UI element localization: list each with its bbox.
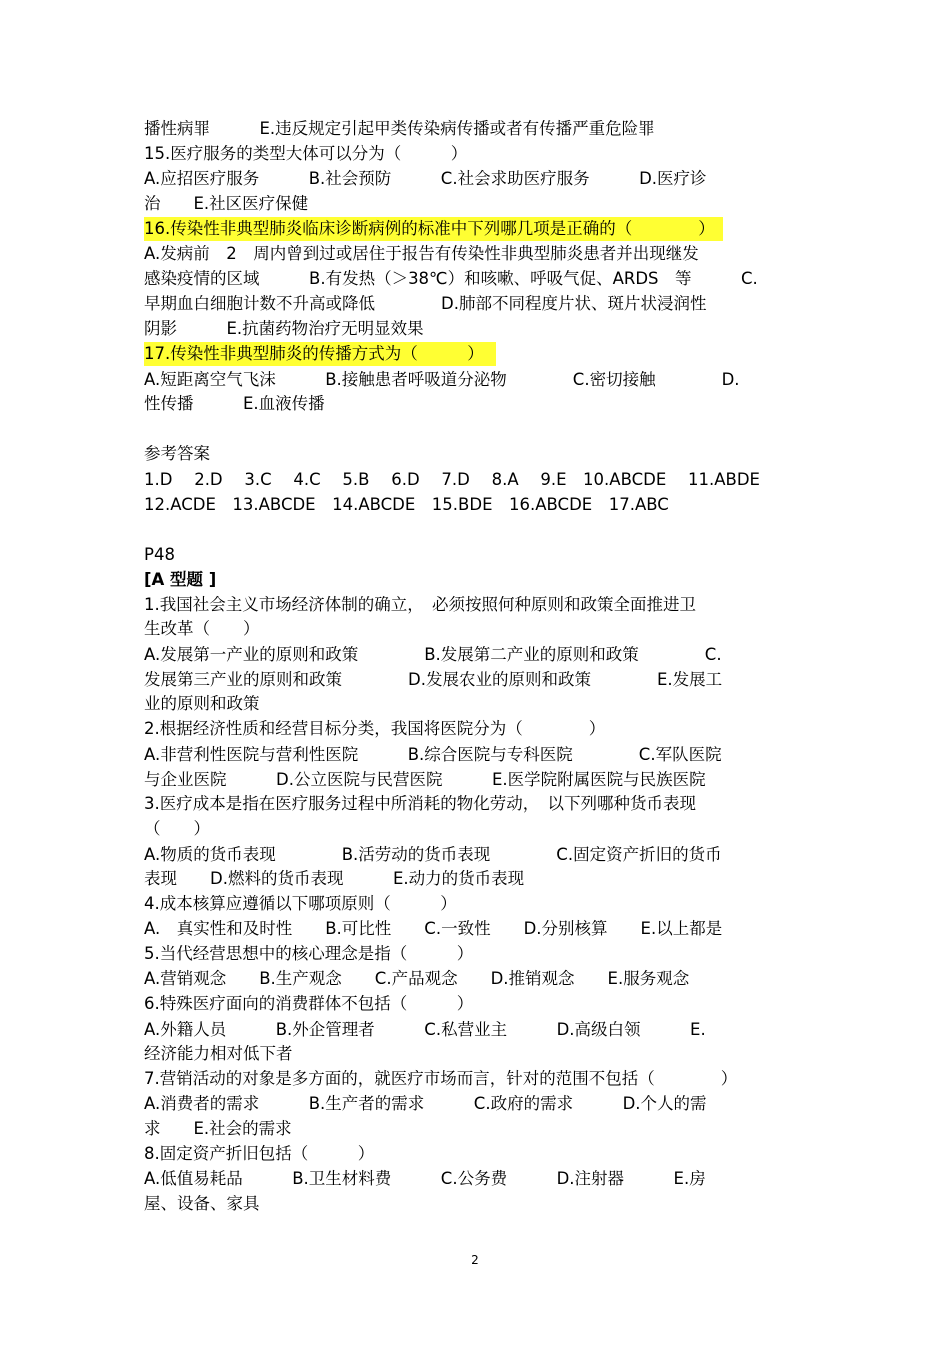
text-line: 播性病罪 E.违反规定引起甲类传染病传播或者有传播严重危险罪 [144, 119, 655, 138]
text-line: 屋、设备、家具 [144, 1194, 260, 1213]
text-line: A.营销观念 B.生产观念 C.产品观念 D.推销观念 E.服务观念 [144, 969, 690, 988]
text-line: 经济能力相对低下者 [144, 1044, 293, 1063]
text-line: 治 E.社区医疗保健 [144, 194, 309, 213]
answers-row: 12.ACDE 13.ABCDE 14.ABCDE 15.BDE 16.ABCDE 17.ABC [144, 495, 669, 514]
text-line: 与企业医院 D.公立医院与民营医院 E.医学院附属医院与民族医院 [144, 770, 706, 789]
question-16-highlighted: 16.传染性非典型肺炎临床诊断病例的标准中下列哪几项是正确的（ ） [144, 217, 723, 241]
text-line: 业的原则和政策 [144, 694, 260, 713]
question-4: 4.成本核算应遵循以下哪项原则（ ） [144, 894, 457, 913]
text-line: A.外籍人员 B.外企管理者 C.私营业主 D.高级白领 E. [144, 1020, 706, 1039]
text-line: A.应招医疗服务 B.社会预防 C.社会求助医疗服务 D.医疗诊 [144, 169, 707, 188]
page-number: 2 [471, 1253, 479, 1267]
section-heading: [A 型题 ] [144, 570, 217, 589]
question-5: 5.当代经营思想中的核心理念是指（ ） [144, 944, 474, 963]
text-line: A.低值易耗品 B.卫生材料费 C.公务费 D.注射器 E.房 [144, 1169, 706, 1188]
page-reference: P48 [144, 545, 175, 564]
question-17-highlighted: 17.传染性非典型肺炎的传播方式为（ ） [144, 342, 496, 366]
text-line: 生改革（ ） [144, 619, 260, 638]
question-1: 1.我国社会主义市场经济体制的确立， 必须按照何种原则和政策全面推进卫 [144, 595, 696, 614]
text-line: 阴影 E.抗菌药物治疗无明显效果 [144, 319, 424, 338]
text-line: A.发病前 2 周内曾到过或居住于报告有传染性非典型肺炎患者并出现继发 [144, 244, 699, 263]
text-line: A.非营利性医院与营利性医院 B.综合医院与专科医院 C.军队医院 [144, 745, 722, 764]
text-line: 求 E.社会的需求 [144, 1119, 292, 1138]
text-line: （ ） [144, 819, 210, 838]
text-line: 表现 D.燃料的货币表现 E.动力的货币表现 [144, 869, 525, 888]
answers-heading: 参考答案 [144, 444, 210, 463]
text-line: A.物质的货币表现 B.活劳动的货币表现 C.固定资产折旧的货币 [144, 845, 722, 864]
answers-row: 1.D 2.D 3.C 4.C 5.B 6.D 7.D 8.A 9.E 10.ABCDE 11.ABDE [144, 470, 760, 489]
text-line: 感染疫情的区域 B.有发热（＞38℃）和咳嗽、呼吸气促、ARDS 等 C. [144, 269, 758, 288]
text-line: 发展第三产业的原则和政策 D.发展农业的原则和政策 E.发展工 [144, 670, 723, 689]
question-2: 2.根据经济性质和经营目标分类，我国将医院分为（ ） [144, 719, 606, 738]
question-15: 15.医疗服务的类型大体可以分为（ ） [144, 144, 468, 163]
text-line: 早期血白细胞计数不升高或降低 D.肺部不同程度片状、斑片状浸润性 [144, 294, 707, 313]
text-line: A.消费者的需求 B.生产者的需求 C.政府的需求 D.个人的需 [144, 1094, 707, 1113]
question-6: 6.特殊医疗面向的消费群体不包括（ ） [144, 994, 474, 1013]
question-7: 7.营销活动的对象是多方面的，就医疗市场而言，针对的范围不包括（ ） [144, 1069, 738, 1088]
text-line: A. 真实性和及时性 B.可比性 C.一致性 D.分别核算 E.以上都是 [144, 919, 723, 938]
text-line: 性传播 E.血液传播 [144, 394, 325, 413]
question-3: 3.医疗成本是指在医疗服务过程中所消耗的物化劳动， 以下列哪种货币表现 [144, 794, 696, 813]
question-8: 8.固定资产折旧包括（ ） [144, 1144, 375, 1163]
text-line: A.短距离空气飞沫 B.接触患者呼吸道分泌物 C.密切接触 D. [144, 370, 740, 389]
text-line: A.发展第一产业的原则和政策 B.发展第二产业的原则和政策 C. [144, 645, 722, 664]
